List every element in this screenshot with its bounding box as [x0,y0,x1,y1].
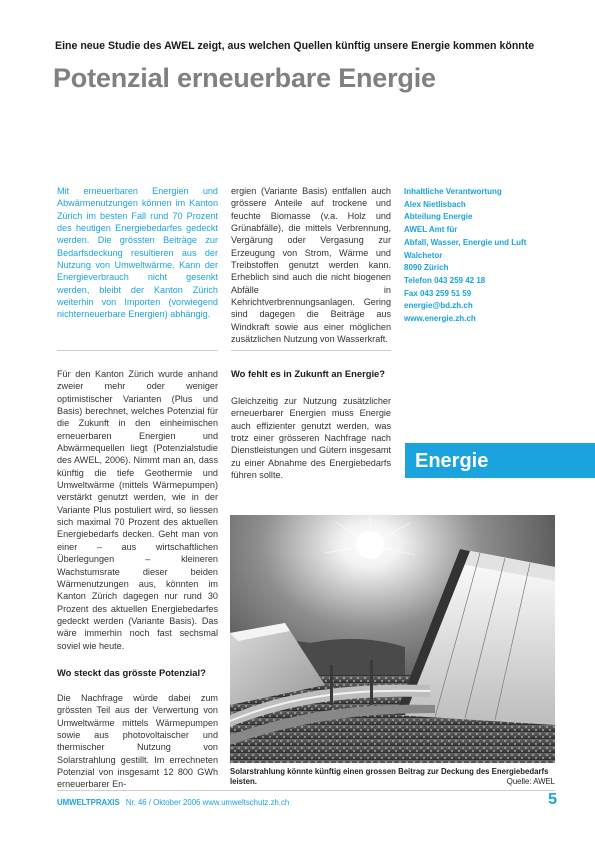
contact-line: Walchetor [404,250,443,260]
lead-paragraph: Mit erneuerbaren Energien und Abwärmenutzungen können im Kanton Zürich im besten Fall rund 70 Prozent des heutigen Energiebedarfes gedeckt werden. Die grössten Beiträge zur Bedarfsdeckung resultieren aus der Nutzung von Umweltwärme. Kann der Energieverbrauch nicht gesenkt werden, bleibt der Kanton Zürich weiterhin von Importen (vorwiegend nichterneuerbare Energien) abhängig. [57,186,218,320]
contact-line: 8090 Zürich [404,263,449,273]
footer-issue: Nr. 46 / Oktober 2006 [125,798,201,807]
article-title: Potenzial erneuerbare Energie [53,63,436,93]
section-heading-future: Wo fehlt es in Zukunft an Energie? [231,368,386,379]
column-divider [231,350,391,351]
section-label: Energie [415,450,489,472]
body-column-1-potential: Die Nachfrage würde dabei zum grössten Teil aus der Verwertung von Umweltwärme mittels Wärmepumpen sowie aus photovoltaischer und thermischer Nutzung von Solarstrahlung gestillt. Im errechneten Potenzial von insgesamt 12 800 GWh erneuerbarer En- [57,693,218,790]
section-label-box [405,443,595,478]
body-column-1-intro: Für den Kanton Zürich wurde anhand zweier mehr oder weniger optimistischer Varianten (Plus und Basis) berechnet, welches Potenzial für die Zukunft in den einheimischen erneuerbaren Energien und Abwärmequellen liegt (Potenzialstudie des AWEL, 2006). Nimmt man an, dass künftig die tiefe Geothermie und Umweltwärme (mittels Wärmepumpen) verstärkt genutzt werden, wie in der Variante Plus postuliert wird, so liessen sich maximal 70 Prozent des aktuellen Energiebedarfs decken. Geht man von einer – aus wirtschaftlichen Überlegungen – kleineren Wachstumsrate dieser beiden Wärmenutzungen aus, könnten im Kanton Zürich dagegen nur rund 30 Prozent des aktuellen Energiebedarfes gedeckt werden (Variante Basis). Das wäre immerhin noch fast sechsmal soviel wie heute. [57,369,218,651]
contact-line: Alex Nietlisbach [404,199,466,209]
body-column-2-future: Gleichzeitig zur Nutzung zusätzlicher erneuerbarer Energien muss Energie auch effizienter genutzt werden, was trotz einer grösseren Nachfrage nach Dienstleistungen und Gütern insgesamt zu einer Abnahme des Energiebedarfs führen sollte. [231,396,391,481]
footer-divider [57,790,555,791]
page-number: 5 [548,791,557,808]
column-divider [57,350,218,351]
caption-text: Solarstrahlung könnte künftig einen grossen Beitrag zur Deckung des Energiebedarfs leisten. [230,767,549,786]
contact-line: Inhaltliche Verantwortung [404,187,502,196]
page-footer [57,798,457,807]
contact-line: AWEL Amt für [404,225,458,235]
contact-line: Abteilung Energie [404,212,473,222]
section-heading-potential: Wo steckt das grösste Potenzial? [57,667,206,678]
contact-website-link[interactable]: www.energie.zh.ch [404,314,476,324]
footer-url-link[interactable]: www.umweltschutz.zh.ch [202,798,290,807]
contact-email-link[interactable]: energie@bd.zh.ch [404,301,473,311]
photo-source: Quelle: AWEL [506,777,555,786]
contact-line: Fax 043 259 51 59 [404,288,472,298]
photo-caption [230,767,555,787]
contact-line: Telefon 043 259 42 18 [404,275,486,285]
contact-info [404,186,554,326]
photo-illustration [230,515,555,763]
contact-line: Abfall, Wasser, Energie und Luft [404,237,527,247]
footer-magazine-name: UMWELTPRAXIS [57,798,120,807]
body-column-2-continuation: ergien (Variante Basis) entfallen auch grössere Anteile auf trockene und feuchte Biomasse (v.a. Holz und Grünabfälle), die mittels Verbrennung, Vergärung oder Vergasung zur Erzeugung von Strom, Wärme und Treibstoffen genutzt werden kann. Erheblich sind auch die nicht biogenen Abfälle in Kehrichtverbrennungsanlagen. Gering sind dagegen die Beiträge aus Windkraft sowie aus einer möglichen zusätzlichen Nutzung von Wasserkraft. [231,186,391,345]
solar-panels-photo [230,515,555,763]
article-supertitle: Eine neue Studie des AWEL zeigt, aus welchen Quellen künftig unsere Energie kommen könnte [55,40,535,52]
